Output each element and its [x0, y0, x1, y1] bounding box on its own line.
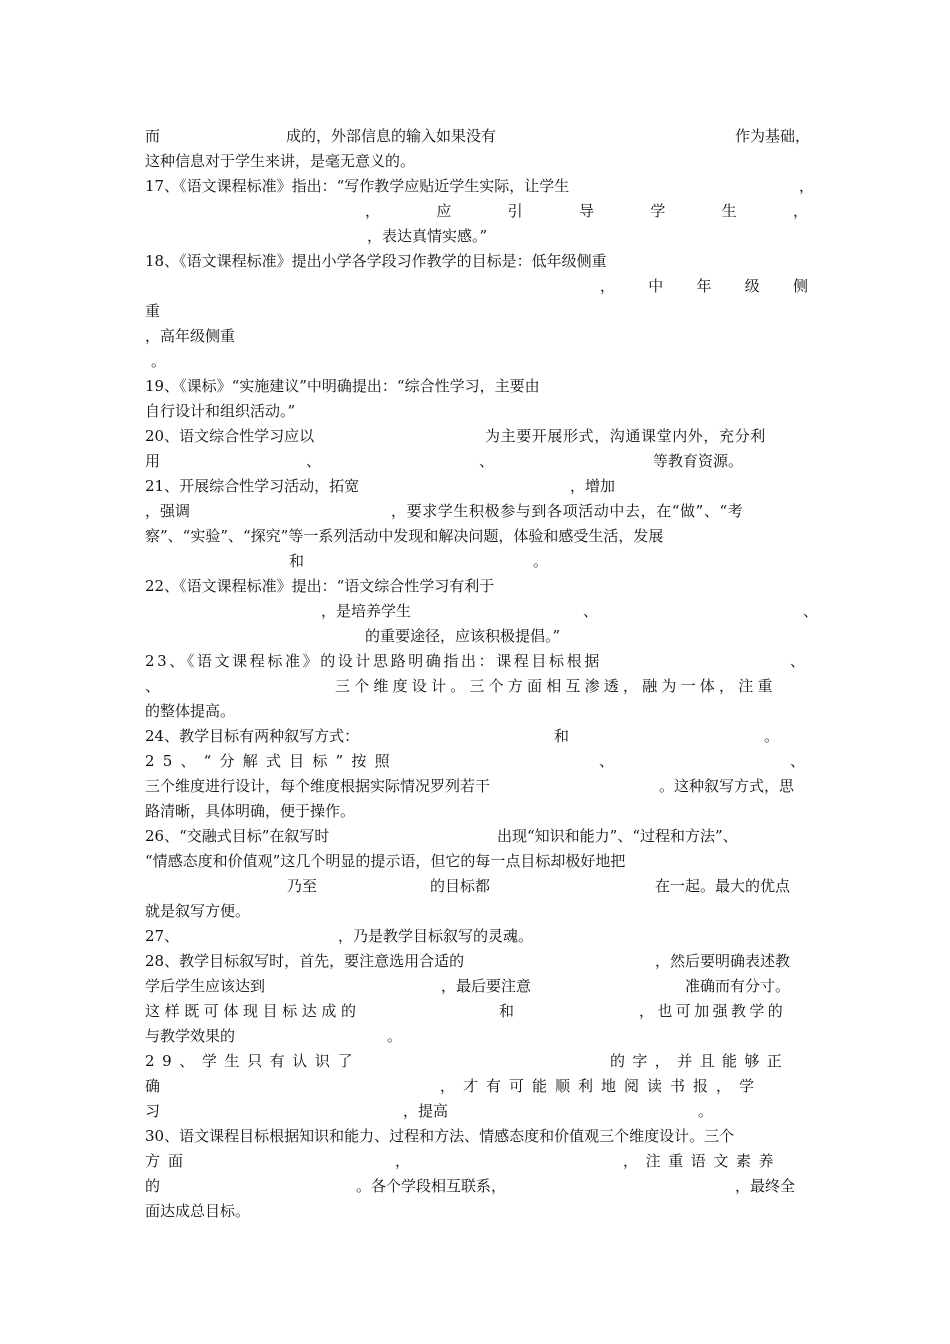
- text-line: [145, 624, 808, 649]
- text-segment: 的目标都: [430, 877, 491, 895]
- text-segment: 等教育资源。: [653, 452, 744, 470]
- text-segment: 而: [145, 127, 161, 145]
- text-segment: 在一起。最大的优点: [655, 877, 791, 895]
- text-segment: 的字，并且能够正: [610, 1052, 790, 1070]
- text-line: [145, 1199, 808, 1224]
- text-line: [145, 299, 808, 324]
- text-line: [145, 274, 808, 299]
- text-segment: 、: [790, 652, 806, 670]
- text-segment: 重: [145, 302, 161, 320]
- text-segment: 23、《语文课程标准》的设计思路明确指出：课程目标根据: [145, 652, 602, 670]
- text-segment: 导: [578, 202, 594, 220]
- text-line: [145, 474, 808, 499]
- text-segment: ，最终全: [735, 1177, 796, 1195]
- text-segment: 。这种叙写方式，思: [659, 777, 795, 795]
- text-line: [145, 124, 811, 149]
- text-segment: 生: [721, 202, 737, 220]
- text-segment: 19、《课标》“实施建议”中明确提出：“综合性学习，主要由: [145, 377, 540, 395]
- text-segment: 、: [583, 602, 599, 620]
- text-segment: 与教学效果的: [145, 1027, 236, 1045]
- text-line: [145, 449, 808, 474]
- text-segment: 26、“交融式目标”在叙写时: [145, 827, 330, 845]
- text-segment: ，: [395, 1152, 411, 1170]
- text-segment: 准确而有分寸。: [685, 977, 791, 995]
- text-segment: 方面: [145, 1152, 192, 1170]
- text-segment: 25、“分解式目标”按照: [145, 752, 398, 770]
- text-segment: 、: [145, 677, 161, 695]
- text-segment: 27、: [145, 927, 180, 945]
- text-line: [145, 724, 808, 749]
- text-segment: ，: [365, 202, 381, 220]
- text-segment: 28、教学目标叙写时，首先，要注意选用合适的: [145, 952, 465, 970]
- text-segment: 用: [145, 452, 161, 470]
- text-line: [145, 1149, 808, 1174]
- text-segment: 30、语文课程目标根据知识和能力、过程和方法、情感态度和价值观三个维度设计。三个: [145, 1127, 735, 1145]
- text-segment: 为主要开展形式，沟通课堂内外，充分利: [485, 427, 766, 445]
- text-segment: ，然后要明确表述教: [655, 952, 791, 970]
- text-segment: 年: [696, 277, 712, 295]
- text-segment: “情感态度和价值观”这几个明显的提示语，但它的每一点目标却极好地把: [145, 852, 626, 870]
- text-segment: ，: [792, 202, 808, 220]
- text-line: [145, 599, 819, 624]
- text-segment: 乃至: [287, 877, 318, 895]
- text-segment: 18、《语文课程标准》提出小学各学段习作教学的目标是：低年级侧重: [145, 252, 607, 270]
- text-segment: 。: [764, 727, 780, 745]
- text-segment: 、: [803, 602, 819, 620]
- text-segment: ，也可加强教学的: [639, 1002, 787, 1020]
- text-line: [145, 749, 808, 774]
- text-segment: 三个维度设计。三个方面相互渗透，融为一体，注重: [335, 677, 777, 695]
- text-line: [145, 999, 808, 1024]
- text-segment: 学后学生应该达到: [145, 977, 266, 995]
- text-line: [145, 649, 808, 674]
- text-line: [145, 1024, 808, 1049]
- text-segment: 和: [289, 552, 305, 570]
- text-segment: ，乃是教学目标叙写的灵魂。: [338, 927, 534, 945]
- text-segment: 、: [306, 452, 322, 470]
- text-line: [145, 1174, 808, 1199]
- text-segment: 面达成总目标。: [145, 1202, 251, 1220]
- text-segment: 22、《语文课程标准》提出：“语文综合性学习有利于: [145, 577, 495, 595]
- text-line: [145, 849, 808, 874]
- text-line: [145, 974, 808, 999]
- text-segment: 24、教学目标有两种叙写方式：: [145, 727, 360, 745]
- text-segment: ，表达真情实感。”: [367, 227, 488, 245]
- text-segment: 应: [436, 202, 452, 220]
- text-segment: 。: [151, 352, 167, 370]
- text-segment: 、: [599, 752, 615, 770]
- text-segment: ，高年级侧重: [145, 327, 236, 345]
- text-segment: 学: [650, 202, 666, 220]
- text-segment: ，最后要注意: [441, 977, 532, 995]
- text-segment: 这种信息对于学生来讲，是毫无意义的。: [145, 152, 416, 170]
- text-line: [145, 924, 808, 949]
- text-line: [145, 699, 808, 724]
- text-segment: 29、学生只有认识了: [145, 1052, 361, 1070]
- text-segment: 。各个学段相互联系，: [356, 1177, 507, 1195]
- text-segment: 20、语文综合性学习应以: [145, 427, 315, 445]
- text-segment: 作为基础，: [735, 127, 811, 145]
- text-segment: ，注重语文素养: [623, 1152, 782, 1170]
- text-segment: 确: [145, 1077, 161, 1095]
- text-segment: 自行设计和组织活动。”: [145, 402, 296, 420]
- text-line: [145, 349, 808, 374]
- text-line: [145, 149, 808, 174]
- text-segment: 引: [507, 202, 523, 220]
- text-line: [145, 874, 808, 899]
- text-line: [145, 899, 808, 924]
- text-line: [145, 674, 808, 699]
- text-segment: 。: [698, 1102, 714, 1120]
- text-line: [145, 1124, 808, 1149]
- text-segment: 21、开展综合性学习活动，拓宽: [145, 477, 360, 495]
- text-segment: 的整体提高。: [145, 702, 236, 720]
- text-segment: 和: [499, 1002, 515, 1020]
- text-segment: 、: [479, 452, 495, 470]
- text-line: [145, 824, 808, 849]
- text-segment: ，才有可能顺利地阅读书报，学: [440, 1077, 763, 1095]
- text-line: [145, 1099, 808, 1124]
- text-segment: 侧: [792, 277, 808, 295]
- text-segment: 路清晰，具体明确，便于操作。: [145, 802, 356, 820]
- text-segment: 就是叙写方便。: [145, 902, 251, 920]
- text-line: [145, 549, 808, 574]
- text-line: [145, 499, 808, 524]
- text-segment: 这样既可体现目标达成的: [145, 1002, 361, 1020]
- text-line: [145, 1049, 808, 1074]
- text-line: [145, 424, 808, 449]
- text-segment: 成的，外部信息的输入如果没有: [286, 127, 497, 145]
- text-line: [145, 524, 808, 549]
- text-segment: 17、《语文课程标准》指出：“写作教学应贴近学生实际，让学生: [145, 177, 570, 195]
- text-line: [145, 949, 808, 974]
- text-segment: ，: [600, 277, 616, 295]
- text-segment: 三个维度进行设计，每个维度根据实际情况罗列若干: [145, 777, 491, 795]
- text-line: [145, 574, 808, 599]
- text-segment: 出现“知识和能力”、“过程和方法”、: [497, 827, 738, 845]
- text-segment: ，提高: [403, 1102, 449, 1120]
- text-line: [145, 799, 808, 824]
- text-segment: ，要求学生积极参与到各项活动中去，在“做”、“考: [391, 502, 744, 520]
- text-segment: 。: [533, 552, 549, 570]
- text-segment: 和: [554, 727, 570, 745]
- text-segment: 的: [145, 1177, 161, 1195]
- text-line: [145, 324, 808, 349]
- text-segment: ，强调: [145, 502, 191, 520]
- text-segment: ，: [799, 177, 815, 195]
- text-line: [145, 199, 808, 224]
- text-segment: 、: [790, 752, 806, 770]
- text-segment: ，增加: [570, 477, 616, 495]
- text-line: [145, 174, 815, 199]
- text-line: [145, 224, 808, 249]
- text-segment: 中: [648, 277, 664, 295]
- text-line: [145, 374, 808, 399]
- text-segment: 级: [744, 277, 760, 295]
- text-segment: 习: [145, 1102, 161, 1120]
- text-segment: 的重要途径，应该积极提倡。”: [365, 627, 561, 645]
- text-segment: 察”、“实验”、“探究”等一系列活动中发现和解决问题，体验和感受生活，发展: [145, 527, 664, 545]
- text-segment: ，是培养学生: [321, 602, 412, 620]
- text-line: [145, 774, 808, 799]
- text-line: [145, 249, 808, 274]
- text-segment: 。: [387, 1027, 403, 1045]
- text-line: [145, 399, 808, 424]
- text-line: [145, 1074, 808, 1099]
